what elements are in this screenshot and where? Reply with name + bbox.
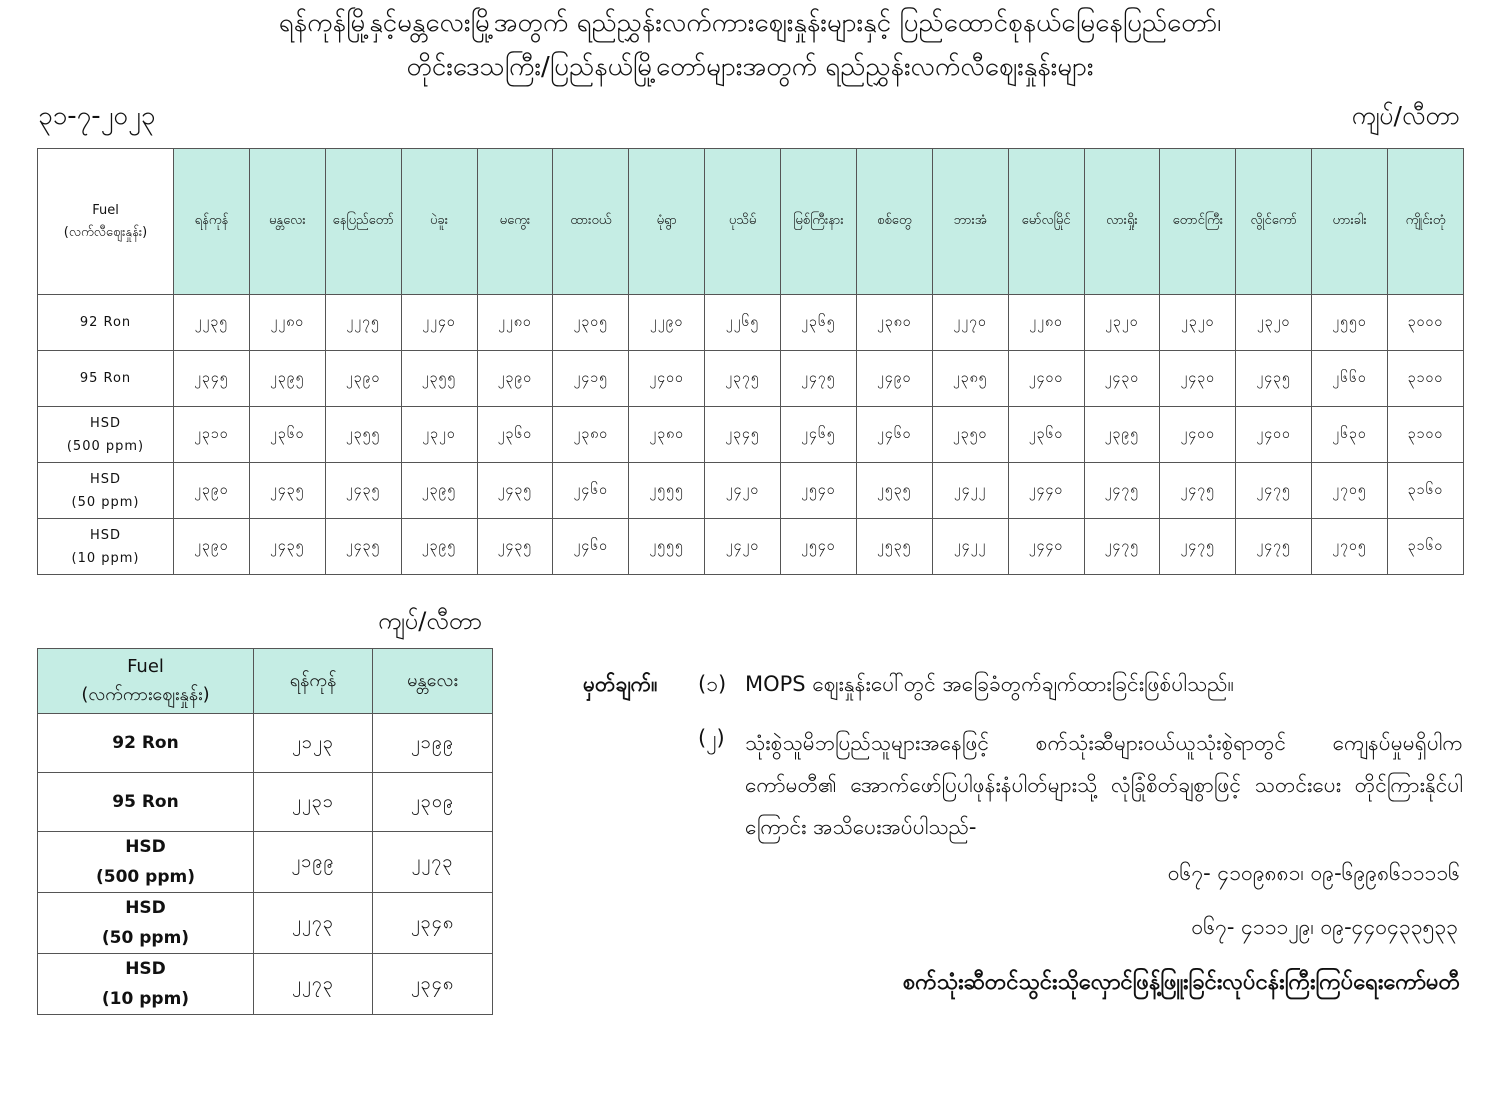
price-cell: ၂၅၄၀ (781, 519, 857, 575)
price-cell: ၂၄၆၅ (781, 407, 857, 463)
city-column-header: ကျိုင်းတုံ (1388, 149, 1464, 295)
price-cell: ၂၃၆၀ (1008, 407, 1084, 463)
fuel-type-label (38, 295, 174, 351)
price-cell: ၂၄၉၀ (856, 351, 932, 407)
city-column-header: မုံရွာ (629, 149, 705, 295)
table-row (38, 351, 1464, 407)
city-column-header: ရန်ကုန် (254, 649, 373, 714)
price-cell: ၂၃၉၅ (1084, 407, 1160, 463)
price-cell: ၂၃၆၀ (249, 407, 325, 463)
wholesale-header-row (38, 649, 493, 714)
fuel-type-line: 92 Ron (112, 733, 179, 753)
price-cell: ၂၄၆၀ (856, 407, 932, 463)
price-cell: ၂၇၀၅ (1312, 463, 1388, 519)
city-column-header: မြစ်ကြီးနား (781, 149, 857, 295)
price-cell: ၂၄၃၀ (1084, 351, 1160, 407)
price-cell: ၂၄၇၅ (1160, 463, 1236, 519)
fuel-type-line: HSD (89, 527, 122, 543)
price-cell: ၂၃၅၀ (932, 407, 1008, 463)
city-column-header: ဟားခါး (1312, 149, 1388, 295)
price-cell: ၂၃၉၅ (401, 519, 477, 575)
price-cell: ၂၃၉၀ (325, 351, 401, 407)
price-cell: ၂၁၂၃ (254, 714, 373, 773)
city-column-header: ပဲခူး (401, 149, 477, 295)
price-cell: ၂၂၇၃ (373, 832, 493, 893)
price-cell: ၂၄၆၀ (553, 519, 629, 575)
price-cell: ၂၃၉၀ (174, 463, 250, 519)
price-cell: ၂၃၂၀ (1084, 295, 1160, 351)
price-cell: ၂၄၇၅ (1236, 463, 1312, 519)
price-cell: ၂၃၄၈ (373, 893, 493, 954)
note-label: မှတ်ချက်။ (583, 672, 658, 696)
price-cell: ၂၄၃၅ (477, 519, 553, 575)
price-cell: ၂၄၇၅ (1236, 519, 1312, 575)
fuel-header-line: Fuel (127, 656, 164, 677)
fuel-type-line: (500 ppm) (96, 867, 195, 887)
unit-label-wholesale: ကျပ်/လီတာ (378, 607, 483, 635)
table-row (38, 295, 1464, 351)
fuel-type-line: (500 ppm) (66, 438, 145, 454)
fuel-type-line: 95 Ron (79, 371, 132, 386)
note-2-number: (၂) (698, 726, 725, 750)
price-cell: ၂၄၃၅ (325, 463, 401, 519)
note-1-text: MOPS ဈေးနှုန်းပေါ်တွင် အခြေခံတွက်ချက်ထားခြင်းဖြစ်ပါသည်။ (745, 672, 1234, 696)
fuel-type-line: (10 ppm) (101, 989, 190, 1009)
price-cell: ၂၄၇၅ (781, 351, 857, 407)
price-cell: ၂၃၄၅ (174, 351, 250, 407)
price-cell: ၂၂၇၅ (325, 295, 401, 351)
fuel-type-line: 92 Ron (79, 315, 132, 330)
price-cell: ၂၄၇၅ (1084, 519, 1160, 575)
table-row (38, 519, 1464, 575)
price-cell: ၂၇၀၅ (1312, 519, 1388, 575)
price-cell: ၂၃၉၅ (401, 463, 477, 519)
price-cell: ၃၁၀၀ (1388, 407, 1464, 463)
wholesale-price-table (37, 648, 493, 1015)
price-cell: ၂၂၈၀ (1008, 295, 1084, 351)
price-cell: ၂၂၆၅ (705, 295, 781, 351)
price-cell: ၂၂၈၀ (249, 295, 325, 351)
price-cell: ၂၃၄၈ (373, 954, 493, 1015)
fuel-type-label (38, 463, 174, 519)
price-cell: ၃၀၀၀ (1388, 295, 1464, 351)
table-row (38, 463, 1464, 519)
price-cell: ၂၃၉၅ (249, 351, 325, 407)
price-cell: ၂၃၆၅ (781, 295, 857, 351)
fuel-type-label (38, 351, 174, 407)
price-cell: ၂၄၃၅ (477, 463, 553, 519)
price-cell: ၂၄၃၅ (1236, 351, 1312, 407)
price-cell: ၂၂၄၀ (401, 295, 477, 351)
price-cell: ၂၄၂၀ (705, 519, 781, 575)
city-column-header: လွိုင်ကော် (1236, 149, 1312, 295)
city-column-header: စစ်တွေ (856, 149, 932, 295)
price-cell: ၂၄၁၅ (553, 351, 629, 407)
fuel-type-line: HSD (89, 415, 122, 431)
price-cell: ၂၂၃၅ (174, 295, 250, 351)
fuel-type-line: HSD (89, 471, 122, 487)
city-column-header: ဘားအံ (932, 149, 1008, 295)
price-cell: ၂၄၃၅ (325, 519, 401, 575)
city-column-header: မန္တလေး (249, 149, 325, 295)
price-cell: ၂၄၃၀ (1160, 351, 1236, 407)
fuel-type-line: (50 ppm) (71, 494, 140, 510)
price-cell: ၂၅၄၀ (781, 463, 857, 519)
retail-price-table (37, 148, 1464, 575)
price-cell: ၂၄၇၅ (1084, 463, 1160, 519)
price-cell: ၂၅၅၀ (1312, 295, 1388, 351)
fuel-type-line: (50 ppm) (101, 928, 190, 948)
fuel-type-label (38, 714, 254, 773)
table-row (38, 407, 1464, 463)
price-cell: ၂၅၃၅ (856, 519, 932, 575)
price-cell: ၂၃၂၀ (1236, 295, 1312, 351)
retail-header-row (38, 149, 1464, 295)
fuel-header-line: (လက်လီဈေးနှုန်း) (63, 224, 148, 240)
fuel-type-line: HSD (125, 959, 166, 979)
city-column-header: လားရှိုး (1084, 149, 1160, 295)
price-cell: ၂၃၄၅ (705, 407, 781, 463)
city-column-header: ပုသိမ် (705, 149, 781, 295)
price-cell: ၂၃၅၅ (325, 407, 401, 463)
price-cell: ၂၄၀၀ (1160, 407, 1236, 463)
price-cell: ၂၄၃၅ (249, 463, 325, 519)
note-1-number: (၁) (698, 672, 727, 696)
price-cell: ၂၄၂၂ (932, 519, 1008, 575)
price-cell: ၂၂၉၀ (629, 295, 705, 351)
price-cell: ၂၄၄၀ (1008, 519, 1084, 575)
price-cell: ၂၁၉၉ (254, 832, 373, 893)
price-cell: ၂၂၈၀ (477, 295, 553, 351)
price-cell: ၂၅၃၅ (856, 463, 932, 519)
price-cell: ၃၁၀၀ (1388, 351, 1464, 407)
title-line-1: ရန်ကုန်မြို့နှင့်မန္တလေးမြို့အတွက် ရည်ညွှန်းလက်ကားဈေးနှုန်းများနှင့် ပြည်ထောင်စုနယ်မြေနေပြည်တော်၊ (278, 8, 1222, 38)
fuel-type-label (38, 519, 174, 575)
price-cell: ၂၃၉၀ (174, 519, 250, 575)
fuel-type-line: (10 ppm) (71, 550, 140, 566)
price-cell: ၃၁၆၀ (1388, 463, 1464, 519)
price-cell: ၂၂၇၃ (254, 954, 373, 1015)
note-2-text: သုံးစွဲသူမိဘပြည်သူများအနေဖြင့် စက်သုံးဆီများဝယ်ယူသုံးစွဲရာတွင် ကျေနပ်မှုမရှိပါက ကော်မတီ၏ အောက်ဖော်ပြပါဖုန်းနံပါတ်များသို့ လုံခြုံစိတ်ချစွာဖြင့် သတင်းပေး တိုင်ကြားနိုင်ပါကြောင်း အသိပေးအပ်ပါသည်- (745, 731, 1463, 839)
table-row (38, 714, 493, 773)
price-cell: ၂၄၇၅ (1160, 519, 1236, 575)
price-cell: ၂၆၆၀ (1312, 351, 1388, 407)
city-column-header: မော်လမြိုင် (1008, 149, 1084, 295)
fuel-header-line: Fuel (92, 202, 119, 218)
fuel-type-line: HSD (125, 898, 166, 918)
city-column-header: နေပြည်တော် (325, 149, 401, 295)
price-cell: ၂၁၉၉ (373, 714, 493, 773)
price-cell: ၂၄၀၀ (1008, 351, 1084, 407)
price-cell: ၂၂၇၃ (254, 893, 373, 954)
price-cell: ၂၃၈၀ (629, 407, 705, 463)
price-cell: ၂၂၃၁ (254, 773, 373, 832)
title-line-2: တိုင်းဒေသကြီး/ပြည်နယ်မြို့တော်များအတွက် ရည်ညွှန်းလက်လီဈေးနှုန်းများ (406, 52, 1094, 82)
fuel-column-header (38, 649, 254, 714)
price-cell: ၂၃၆၀ (477, 407, 553, 463)
price-cell: ၃၁၆၀ (1388, 519, 1464, 575)
fuel-type-line: 95 Ron (112, 792, 179, 812)
city-column-header: ထားဝယ် (553, 149, 629, 295)
fuel-header-line: (လက်ကားဈေးနှုန်း) (81, 684, 210, 705)
price-cell: ၂၆၃၀ (1312, 407, 1388, 463)
fuel-type-label (38, 773, 254, 832)
price-cell: ၂၃၉၀ (477, 351, 553, 407)
price-cell: ၂၃၁၀ (174, 407, 250, 463)
price-cell: ၂၃၂၀ (401, 407, 477, 463)
price-cell: ၂၃၅၅ (401, 351, 477, 407)
price-cell: ၂၅၅၅ (629, 519, 705, 575)
price-cell: ၂၄၂၂ (932, 463, 1008, 519)
city-column-header: ရန်ကုန် (174, 149, 250, 295)
price-cell: ၂၃၇၅ (705, 351, 781, 407)
price-cell: ၂၃၂၀ (1160, 295, 1236, 351)
retail-body (38, 295, 1464, 575)
unit-label-retail: ကျပ်/လီတာ (1351, 101, 1460, 130)
fuel-type-line: HSD (125, 837, 166, 857)
city-column-header: တောင်ကြီး (1160, 149, 1236, 295)
fuel-type-label (38, 407, 174, 463)
price-cell: ၂၄၀၀ (1236, 407, 1312, 463)
city-column-header: မန္တလေး (373, 649, 493, 714)
price-cell: ၂၅၅၅ (629, 463, 705, 519)
price-cell: ၂၄၂၀ (705, 463, 781, 519)
price-cell: ၂၃၈၀ (553, 407, 629, 463)
phone-numbers-2: ၀၆၇- ၄၁၁၁၂၉၊ ၀၉-၄၄၀၄၃၃၅၃၃ (1191, 915, 1458, 939)
phone-numbers-1: ၀၆၇- ၄၁၀၉၈၈၁၊ ၀၉-၆၉၉၈၆၁၁၁၁၆ (1167, 861, 1460, 885)
price-cell: ၂၄၀၀ (629, 351, 705, 407)
price-cell: ၂၄၄၀ (1008, 463, 1084, 519)
price-cell: ၂၃၀၅ (553, 295, 629, 351)
fuel-column-header (38, 149, 174, 295)
committee-name: စက်သုံးဆီတင်သွင်းသိုလှောင်ဖြန့်ဖြူးခြင်းလုပ်ငန်းကြီးကြပ်ရေးကော်မတီ (902, 970, 1460, 995)
price-cell: ၂၄၃၅ (249, 519, 325, 575)
price-cell: ၂၂၇၀ (932, 295, 1008, 351)
price-cell: ၂၃၀၉ (373, 773, 493, 832)
date: ၃၁-၇-၂၀၂၃ (38, 101, 156, 131)
price-cell: ၂၃၈၅ (932, 351, 1008, 407)
city-column-header: မကွေး (477, 149, 553, 295)
price-cell: ၂၄၆၀ (553, 463, 629, 519)
table-row (38, 773, 493, 832)
price-cell: ၂၃၈၀ (856, 295, 932, 351)
